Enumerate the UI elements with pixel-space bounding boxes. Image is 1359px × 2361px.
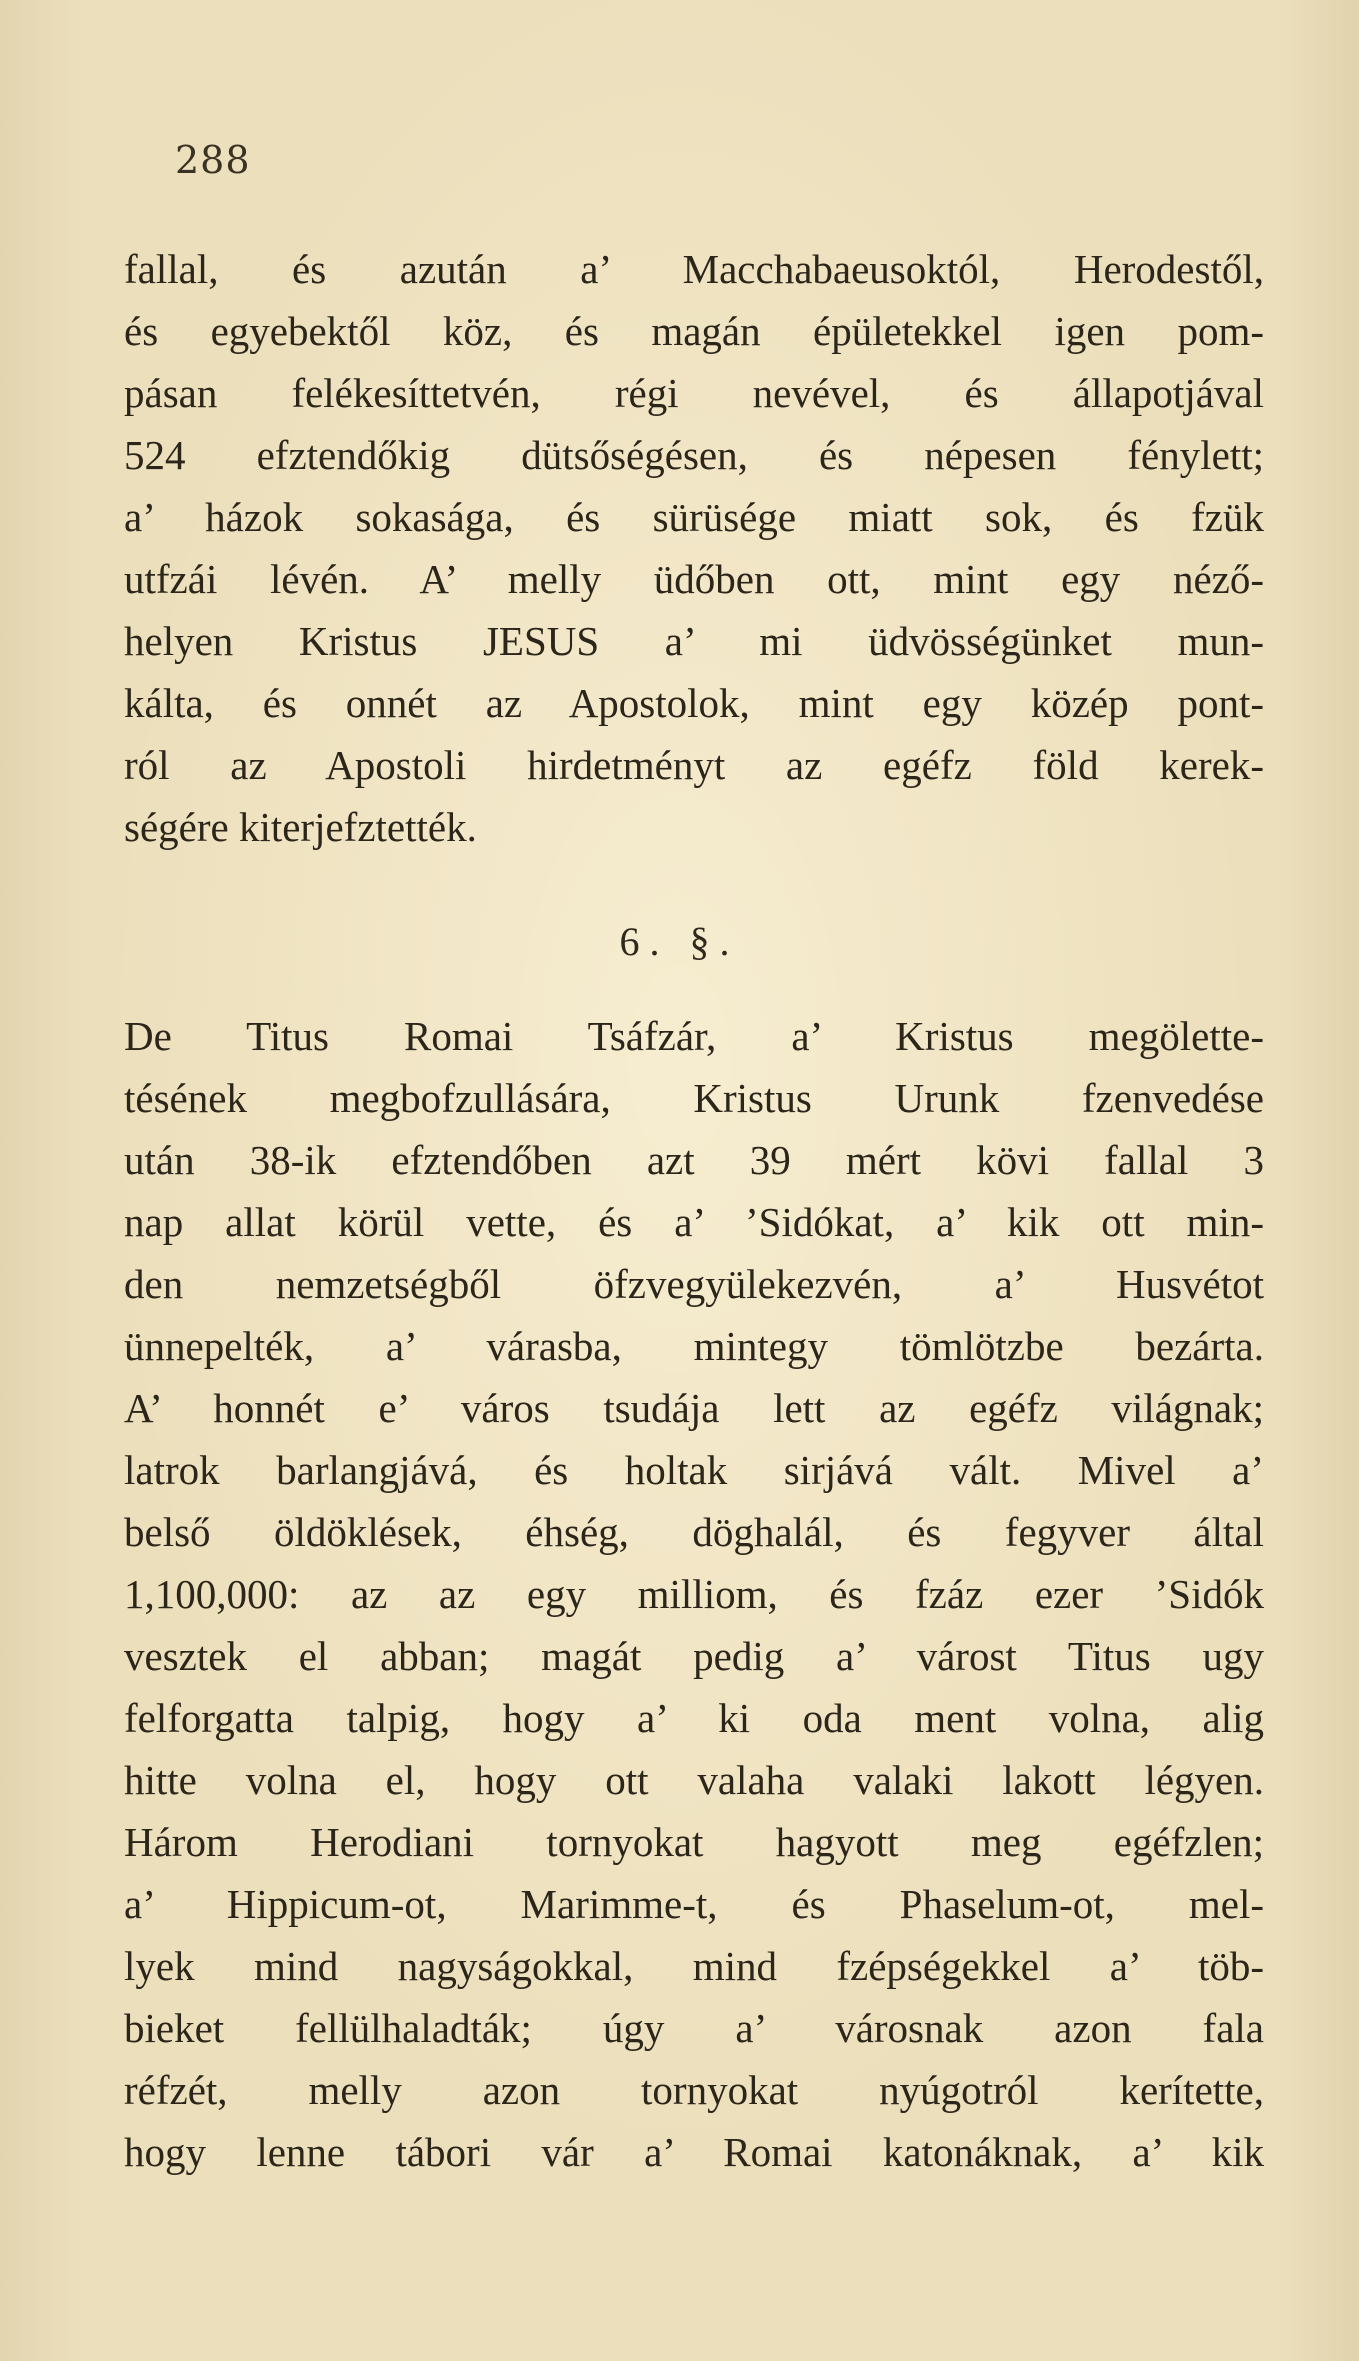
text-line: vesztek el abban; magát pedig a’ várost Titus ugy bbox=[124, 1633, 1264, 1679]
text-line: den nemzetségből öfzvegyülekezvén, a’ Husvétot bbox=[124, 1261, 1264, 1307]
text-line: utfzái lévén. A’ melly üdőben ott, mint egy néző- bbox=[124, 556, 1264, 602]
text-line: kálta, és onnét az Apostolok, mint egy közép pont- bbox=[124, 680, 1264, 726]
text-line: lyek mind nagyságokkal, mind fzépségekkel a’ töb- bbox=[124, 1943, 1264, 1989]
page-number: 288 bbox=[175, 138, 251, 182]
text-line: bieket fellülhaladták; úgy a’ városnak azon fala bbox=[124, 2005, 1264, 2051]
text-line: pásan felékesíttetvén, régi nevével, és állapotjával bbox=[124, 370, 1264, 416]
text-line: a’ Hippicum-ot, Marimme-t, és Phaselum-ot, mel- bbox=[124, 1881, 1264, 1927]
text-line: fallal, és azután a’ Macchabaeusoktól, Herodestől, bbox=[124, 246, 1264, 292]
paragraph-section-6 bbox=[124, 1005, 1264, 2183]
text-line: Három Herodiani tornyokat hagyott meg egéfzlen; bbox=[124, 1819, 1264, 1865]
text-line: és egyebektől köz, és magán épületekkel igen pom- bbox=[124, 308, 1264, 354]
text-line: latrok barlangjává, és holtak sirjává vált. Mivel a’ bbox=[124, 1447, 1264, 1493]
text-line: ségére kiterjefztették. bbox=[124, 804, 477, 850]
section-heading: 6. §. bbox=[619, 919, 740, 964]
text-line: hogy lenne tábori vár a’ Romai katonáknak, a’ kik bbox=[124, 2129, 1264, 2175]
text-line: A’ honnét e’ város tsudája lett az egéfz világnak; bbox=[124, 1385, 1264, 1431]
text-line: 1,100,000: az az egy milliom, és fzáz ezer ’Sidók bbox=[124, 1571, 1264, 1617]
text-line: belső öldöklések, éhség, döghalál, és fegyver által bbox=[124, 1509, 1264, 1555]
text-line: a’ házok sokasága, és sürüsége miatt sok, és fzük bbox=[124, 494, 1264, 540]
text-line: nap allat körül vette, és a’ ’Sidókat, a’ kik ott min- bbox=[124, 1199, 1264, 1245]
text-line: tésének megbofzullására, Kristus Urunk fzenvedése bbox=[124, 1075, 1264, 1121]
text-line: ünnepelték, a’ várasba, mintegy tömlötzbe bezárta. bbox=[124, 1323, 1264, 1369]
text-line: helyen Kristus JESUS a’ mi üdvösségünket mun- bbox=[124, 618, 1264, 664]
text-line: után 38-ik efztendőben azt 39 mért kövi fallal 3 bbox=[124, 1137, 1264, 1183]
text-line: réfzét, melly azon tornyokat nyúgotról kerítette, bbox=[124, 2067, 1264, 2113]
text-line: ról az Apostoli hirdetményt az egéfz föld kerek- bbox=[124, 742, 1264, 788]
text-line: hitte volna el, hogy ott valaha valaki lakott légyen. bbox=[124, 1757, 1264, 1803]
text-line: 524 efztendőkig dütsőségésen, és népesen fénylett; bbox=[124, 432, 1264, 478]
text-line: De Titus Romai Tsáfzár, a’ Kristus megölette- bbox=[124, 1013, 1264, 1059]
paragraph-section-5-continued bbox=[124, 238, 1264, 858]
text-line: felforgatta talpig, hogy a’ ki oda ment volna, alig bbox=[124, 1695, 1264, 1741]
